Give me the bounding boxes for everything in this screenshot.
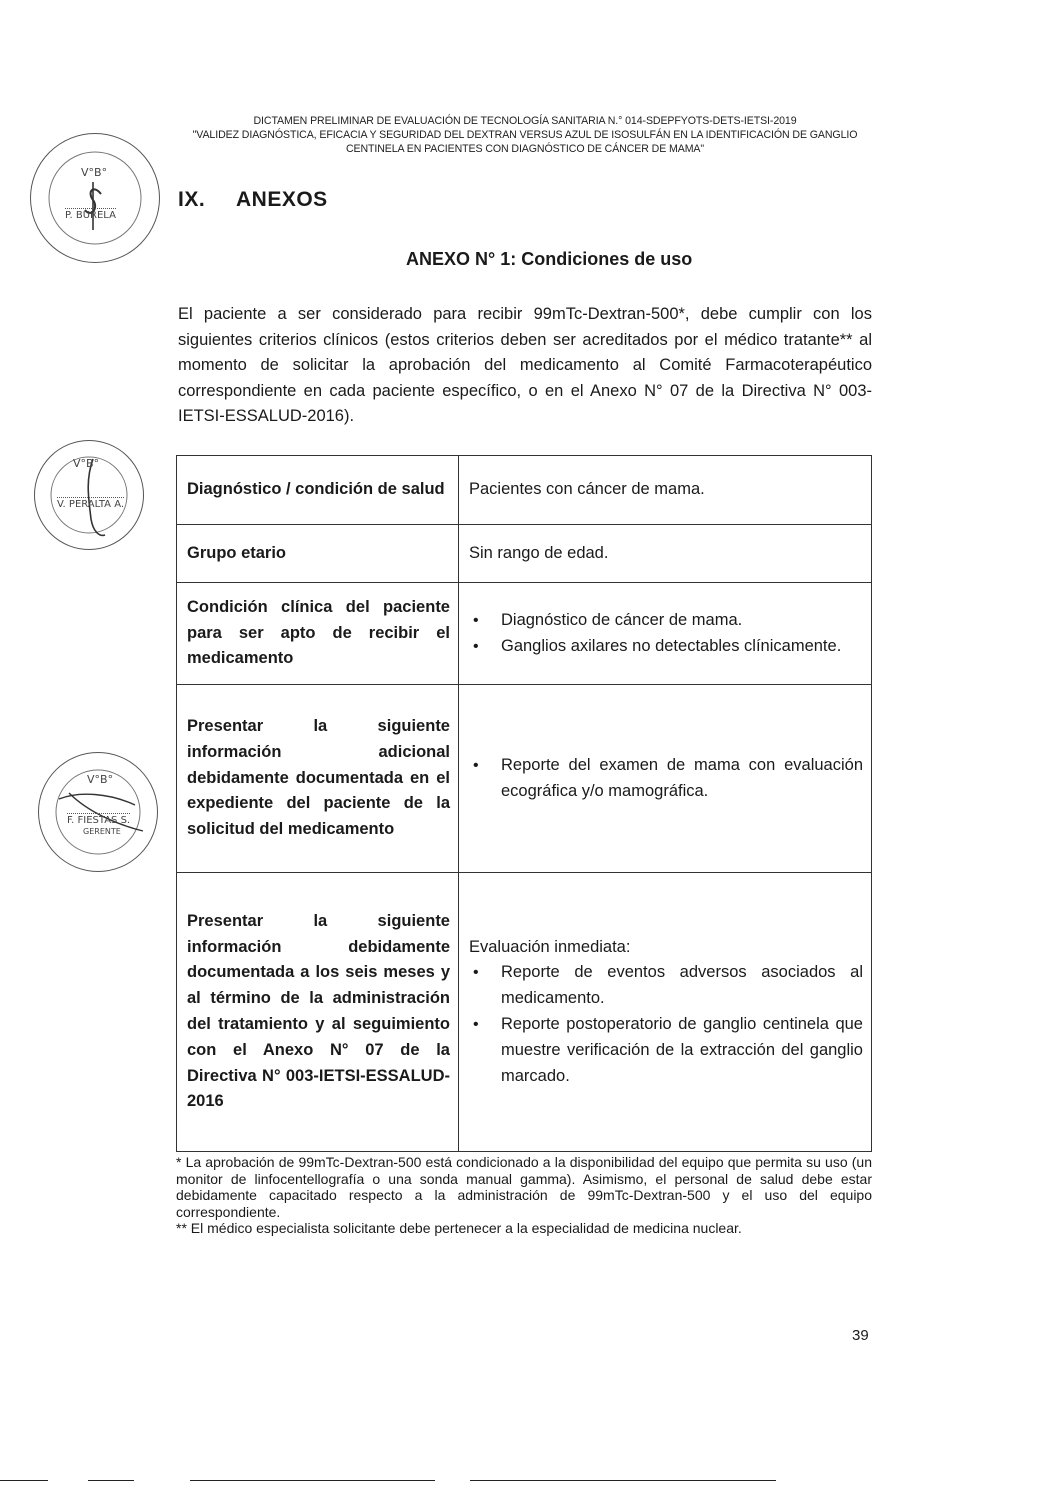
bullet-list [469, 960, 863, 1089]
stamp-subtitle: GERENTE [83, 827, 121, 836]
page-number: 39 [852, 1327, 869, 1344]
bottom-rule [88, 1480, 134, 1481]
row-label: Diagnóstico / condición de salud [177, 456, 459, 525]
document-header [160, 114, 890, 156]
annex-title: ANEXO N° 1: Condiciones de uso [406, 249, 693, 269]
stamp-name: V. PERALTA A. [57, 499, 125, 510]
row-label: Condición clínica del paciente para ser apto de recibir el medicamento [177, 583, 459, 685]
bottom-rule [470, 1480, 776, 1481]
table-row [177, 583, 872, 685]
table-row [177, 525, 872, 583]
stamp-vb: V°B° [81, 166, 108, 179]
footnotes [176, 1154, 872, 1237]
list-item: • Diagnóstico de cáncer de mama. [469, 608, 863, 634]
row-value-intro: Evaluación inmediata: [469, 937, 631, 956]
row-label: Grupo etario [177, 525, 459, 583]
section-number: IX. [178, 188, 206, 211]
row-value: Sin rango de edad. [459, 525, 872, 583]
row-label: Presentar la siguiente información adicional debidamente documentada en el expediente del paciente de la solicitud del medicamento [177, 685, 459, 873]
stamp-name: P. BURELA [65, 210, 116, 221]
stamp-vb: V°B° [73, 457, 100, 470]
row-value [459, 583, 872, 685]
table-row [177, 456, 872, 525]
row-label: Presentar la siguiente información debidamente documentada a los seis meses y al término de la administración del tratamiento y al seguimiento con el Anexo N° 07 de la Directiva N° 003-IETSI-ESSALUD-2016 [177, 873, 459, 1152]
stamp-ring-icon [31, 134, 159, 262]
header-line-1: DICTAMEN PRELIMINAR DE EVALUACIÓN DE TECNOLOGÍA SANITARIA N.° 014-SDEPFYOTS-DETS-IETSI-2019 [253, 115, 797, 127]
table-row [177, 873, 872, 1152]
intro-paragraph: El paciente a ser considerado para recibir 99mTc-Dextran-500*, debe cumplir con los siguientes criterios clínicos (estos criterios deben ser acreditados por el médico tratante** al momento de solicitar la aprobación del medicamento al Comité Farmacoterapéutico correspondiente en cada paciente específico, o en el Anexo N° 07 de la Directiva N° 003-IETSI-ESSALUD-2016). [178, 305, 872, 425]
list-item: • Reporte de eventos adversos asociados al medicamento. [469, 960, 863, 1012]
stamp-name: F. FIESTAS S. [67, 815, 131, 826]
approval-stamp-peralta [34, 440, 144, 550]
bottom-rule [190, 1480, 435, 1481]
approval-stamp-burela [30, 133, 160, 263]
list-item: • Reporte del examen de mama con evaluación ecográfica y/o mamográfica. [469, 753, 863, 805]
table-row [177, 685, 872, 873]
list-item: • Reporte postoperatorio de ganglio centinela que muestre verificación de la extracción del ganglio marcado. [469, 1012, 863, 1089]
list-item: • Ganglios axilares no detectables clínicamente. [469, 634, 863, 660]
header-line-3: CENTINELA EN PACIENTES CON DIAGNÓSTICO DE CÁNCER DE MAMA" [345, 143, 705, 155]
conditions-table [176, 455, 872, 1152]
bullet-list [469, 608, 863, 660]
footnote-1: * La aprobación de 99mTc-Dextran-500 está condicionado a la disponibilidad del equipo que permita su uso (un monitor de linfocentellografía o una sonda manual gamma). Asimismo, el personal de salud debe estar debidamente capacitado respecto a la administración de 99mTc-Dextran-500 y el uso del equipo correspondiente. [176, 1154, 872, 1220]
stamp-ring-icon [39, 753, 157, 871]
section-title: ANEXOS [236, 188, 328, 211]
row-value [459, 685, 872, 873]
footnote-2: ** El médico especialista solicitante debe pertenecer a la especialidad de medicina nuclear. [176, 1220, 742, 1236]
header-line-2: "VALIDEZ DIAGNÓSTICA, EFICACIA Y SEGURIDAD DEL DEXTRAN VERSUS AZUL DE ISOSULFÁN EN LA IDENTIFICACIÓN DE GANGLIO [192, 129, 858, 141]
approval-stamp-fiestas [38, 752, 158, 872]
section-heading [178, 188, 328, 212]
bullet-list [469, 753, 863, 805]
bottom-rule [0, 1480, 48, 1481]
row-value [459, 873, 872, 1152]
row-value: Pacientes con cáncer de mama. [459, 456, 872, 525]
stamp-vb: V°B° [87, 773, 114, 786]
